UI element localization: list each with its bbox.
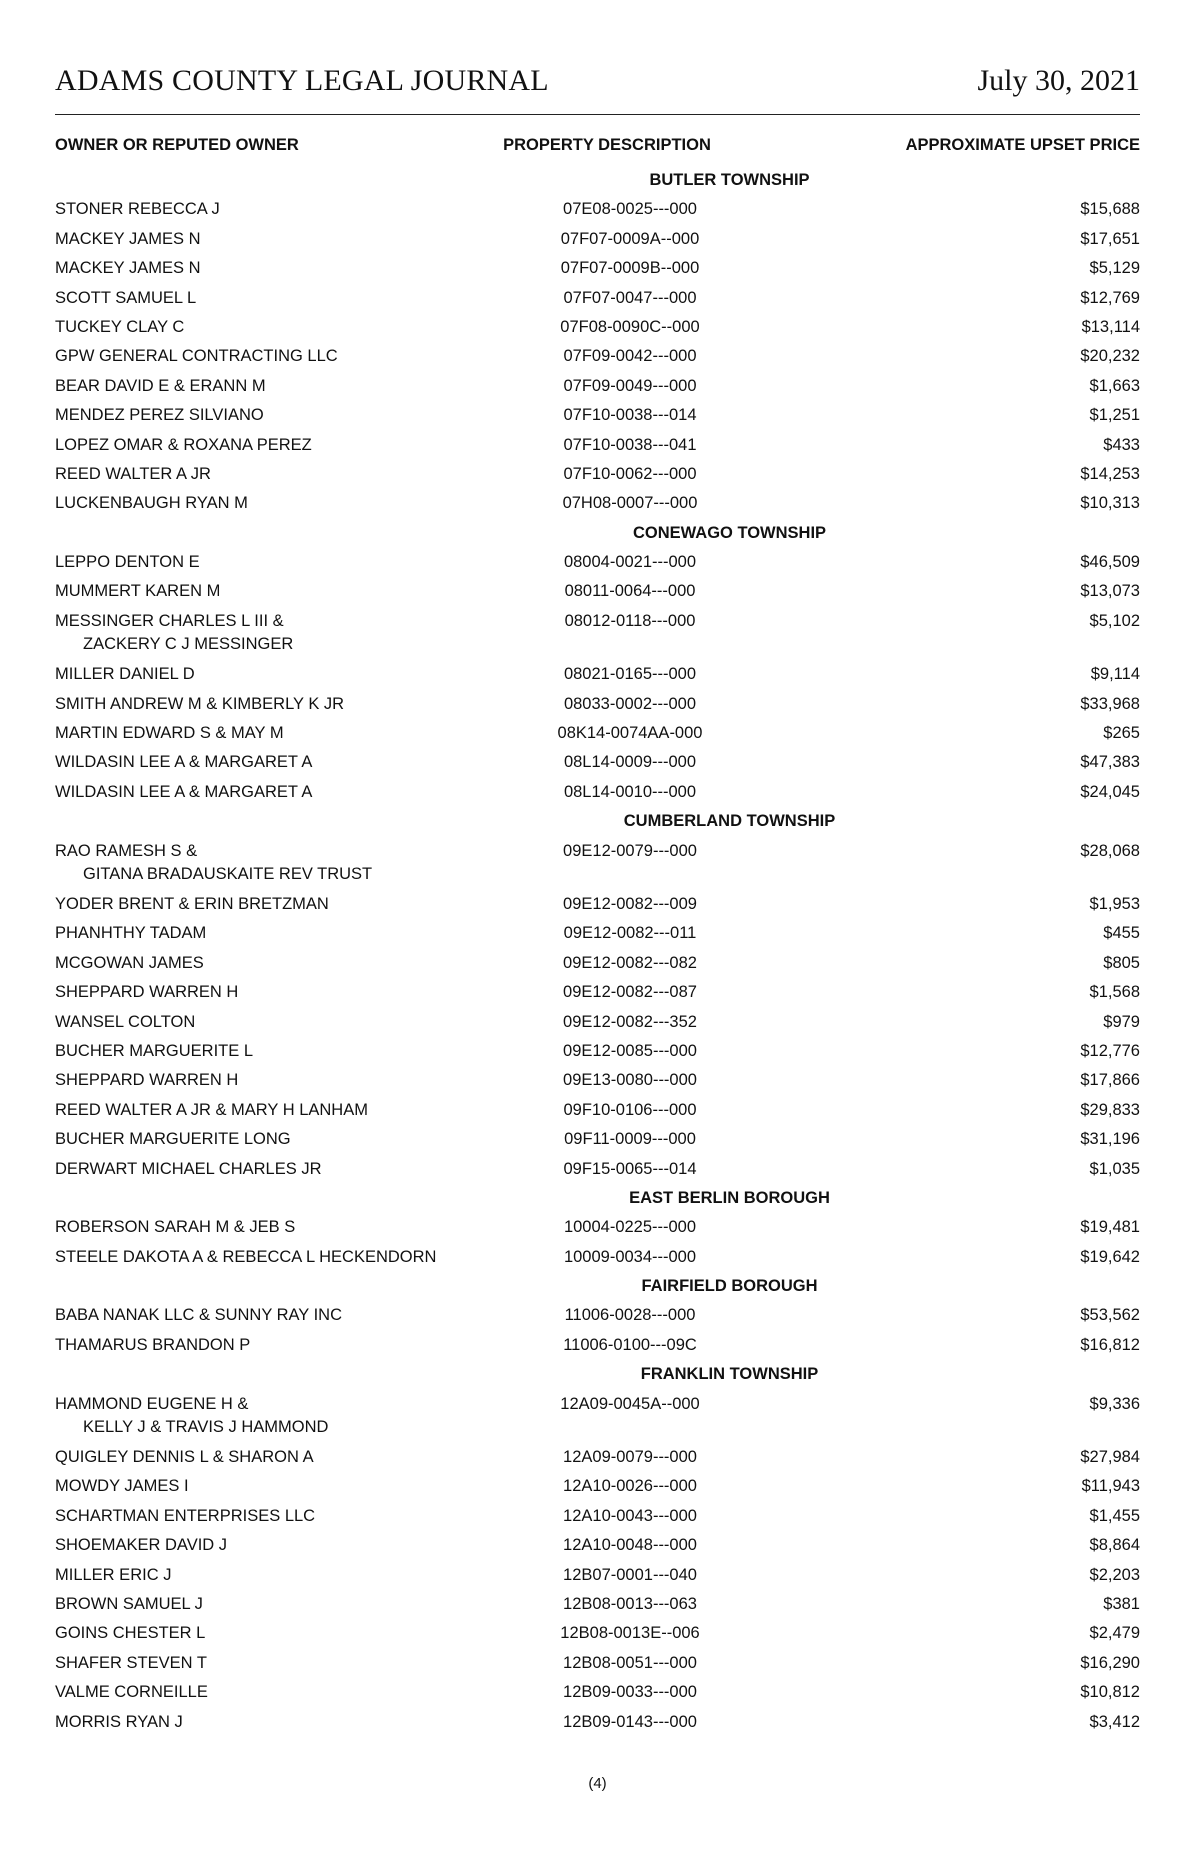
- owner-line: MACKEY JAMES N: [55, 259, 201, 278]
- owner-name: [55, 1037, 475, 1066]
- parcel-number: 09F11-0009---000: [564, 1130, 696, 1149]
- owner-name: [55, 1502, 475, 1531]
- owner-line: SCHARTMAN ENTERPRISES LLC: [55, 1506, 316, 1525]
- parcel-number: 07F09-0042---000: [563, 347, 697, 366]
- table-row: [55, 837, 1140, 890]
- table-row: [55, 1678, 1140, 1707]
- parcel-number: 09E12-0082---352: [563, 1012, 697, 1031]
- owner-line: WANSEL COLTON: [55, 1012, 196, 1031]
- table-row: [55, 372, 1140, 401]
- parcel-number: 11006-0028---000: [564, 1306, 696, 1325]
- table-row: [55, 919, 1140, 948]
- journal-page: [55, 0, 1140, 1855]
- parcel-number: 12B08-0013---063: [563, 1594, 697, 1613]
- owner-line: QUIGLEY DENNIS L & SHARON A: [55, 1448, 314, 1467]
- owner-name: [55, 1066, 475, 1095]
- table-row: [55, 778, 1140, 807]
- upset-price: $10,313: [1080, 494, 1140, 513]
- table-row: [55, 401, 1140, 430]
- section-heading: FRANKLIN TOWNSHIP: [640, 1365, 819, 1384]
- owner-line: MOWDY JAMES I: [55, 1477, 189, 1496]
- section-heading: EAST BERLIN BOROUGH: [629, 1188, 830, 1207]
- owner-line: STONER REBECCA J: [55, 200, 220, 219]
- table-row: [55, 949, 1140, 978]
- upset-price: $9,336: [1089, 1394, 1140, 1413]
- parcel-number: 11006-0100---09C: [563, 1335, 697, 1354]
- parcel-number: 12A10-0026---000: [563, 1477, 697, 1496]
- upset-price: $47,383: [1080, 753, 1140, 772]
- parcel-number: 09E12-0085---000: [563, 1041, 697, 1060]
- upset-price: $1,035: [1089, 1159, 1140, 1178]
- owner-line: SHEPPARD WARREN H: [55, 1071, 239, 1090]
- table-row: [55, 660, 1140, 689]
- table-row: [55, 548, 1140, 577]
- parcel-number: 09F10-0106---000: [563, 1100, 697, 1119]
- table-row: [55, 607, 1140, 660]
- table-row: [55, 1472, 1140, 1501]
- table-row: [55, 577, 1140, 606]
- owner-line: BROWN SAMUEL J: [55, 1594, 203, 1613]
- upset-price: $15,688: [1080, 200, 1140, 219]
- parcel-number: 07F10-0062---000: [563, 464, 697, 483]
- owner-line: MACKEY JAMES N: [55, 229, 201, 248]
- owner-continuation-line: GITANA BRADAUSKAITE REV TRUST: [83, 865, 373, 883]
- parcel-number: 12A09-0045A--000: [560, 1394, 700, 1413]
- table-row: [55, 1649, 1140, 1678]
- table-row: [55, 254, 1140, 283]
- owner-line: LOPEZ OMAR & ROXANA PEREZ: [55, 435, 312, 454]
- table-row: [55, 1708, 1140, 1737]
- upset-price: $17,866: [1080, 1071, 1140, 1090]
- upset-price: $31,196: [1080, 1130, 1140, 1149]
- upset-price: $13,114: [1081, 317, 1140, 336]
- parcel-number: 07F08-0090C--000: [560, 317, 700, 336]
- journal-title: ADAMS COUNTY LEGAL JOURNAL: [55, 64, 549, 97]
- upset-price: $5,102: [1089, 611, 1140, 630]
- owner-name: [55, 1531, 475, 1560]
- owner-line: MESSINGER CHARLES L III &: [55, 611, 284, 630]
- upset-price: $16,812: [1080, 1335, 1140, 1354]
- owner-name: [55, 1331, 475, 1360]
- owner-name: [55, 460, 475, 489]
- table-row: [55, 1096, 1140, 1125]
- owner-name: [55, 1649, 475, 1678]
- owner-line: BUCHER MARGUERITE LONG: [55, 1130, 291, 1149]
- upset-price: $9,114: [1090, 665, 1140, 684]
- parcel-number: 12B08-0013E--006: [560, 1624, 700, 1643]
- owner-name: [55, 195, 475, 224]
- section-heading: CONEWAGO TOWNSHIP: [632, 523, 827, 542]
- parcel-number: 12A10-0043---000: [563, 1506, 697, 1525]
- parcel-number: 07E08-0025---000: [563, 200, 697, 219]
- column-header-price: APPROXIMATE UPSET PRICE: [905, 136, 1140, 154]
- owner-name: [55, 1708, 475, 1737]
- upset-price: $46,509: [1080, 553, 1140, 572]
- owner-line: MORRIS RYAN J: [55, 1712, 183, 1731]
- upset-price: $455: [1103, 924, 1140, 943]
- upset-price: $3,412: [1089, 1712, 1140, 1731]
- upset-price: $11,943: [1081, 1477, 1140, 1496]
- parcel-number: 12A10-0048---000: [563, 1536, 697, 1555]
- owner-name: [55, 1096, 475, 1125]
- owner-line: MUMMERT KAREN M: [55, 582, 221, 601]
- upset-price: $17,651: [1080, 229, 1140, 248]
- table-row: [55, 1155, 1140, 1184]
- upset-price: $1,953: [1089, 894, 1140, 913]
- owner-name: [55, 1619, 475, 1648]
- upset-price: $19,481: [1080, 1218, 1140, 1237]
- owner-line: TUCKEY CLAY C: [55, 317, 185, 336]
- table-row: [55, 489, 1140, 518]
- owner-name: [55, 949, 475, 978]
- parcel-number: 08033-0002---000: [563, 694, 697, 713]
- owner-name: [55, 1243, 475, 1272]
- owner-line: REED WALTER A JR: [55, 464, 211, 483]
- upset-price: $24,045: [1080, 782, 1140, 801]
- owner-line: SHOEMAKER DAVID J: [55, 1536, 228, 1555]
- parcel-number: 07F09-0049---000: [563, 376, 697, 395]
- column-header-property: PROPERTY DESCRIPTION: [503, 136, 711, 154]
- owner-line: WILDASIN LEE A & MARGARET A: [55, 753, 313, 772]
- table-row: [55, 460, 1140, 489]
- table-row: [55, 890, 1140, 919]
- owner-name: [55, 1443, 475, 1472]
- upset-price: $12,776: [1080, 1041, 1140, 1060]
- table-row: [55, 1301, 1140, 1330]
- parcel-number: 07H08-0007---000: [562, 494, 698, 513]
- column-header-owner: OWNER OR REPUTED OWNER: [55, 136, 299, 154]
- owner-name: [55, 690, 475, 719]
- table-row: [55, 1213, 1140, 1242]
- owner-line: MILLER ERIC J: [55, 1565, 172, 1584]
- owner-line: HAMMOND EUGENE H &: [55, 1394, 249, 1413]
- table-row: [55, 195, 1140, 224]
- parcel-number: 09E12-0079---000: [563, 841, 697, 860]
- owner-line: MENDEZ PEREZ SILVIANO: [55, 406, 264, 425]
- owner-line: ROBERSON SARAH M & JEB S: [55, 1218, 296, 1237]
- table-row: [55, 719, 1140, 748]
- table-row: [55, 1443, 1140, 1472]
- table-row: [55, 431, 1140, 460]
- owner-line: GPW GENERAL CONTRACTING LLC: [55, 347, 338, 366]
- table-row: [55, 1502, 1140, 1531]
- upset-price: $2,203: [1089, 1565, 1140, 1584]
- owner-name: [55, 284, 475, 313]
- owner-name: [55, 577, 475, 606]
- upset-price: $805: [1103, 953, 1140, 972]
- owner-line: LUCKENBAUGH RYAN M: [55, 494, 248, 513]
- owner-line: BUCHER MARGUERITE L: [55, 1041, 254, 1060]
- parcel-number: 07F07-0047---000: [563, 288, 697, 307]
- owner-name: [55, 778, 475, 807]
- parcel-number: 08021-0165---000: [563, 665, 697, 684]
- parcel-number: 09E13-0080---000: [563, 1071, 697, 1090]
- upset-price: $8,864: [1089, 1536, 1140, 1555]
- owner-line: VALME CORNEILLE: [55, 1683, 208, 1702]
- owner-name: [55, 607, 475, 656]
- table-row: [55, 748, 1140, 777]
- table-row: [55, 1619, 1140, 1648]
- upset-price: $979: [1103, 1012, 1140, 1031]
- owner-line: MCGOWAN JAMES: [55, 953, 204, 972]
- parcel-number: 07F10-0038---041: [563, 435, 697, 454]
- upset-price: $53,562: [1080, 1306, 1140, 1325]
- owner-line: RAO RAMESH S &: [55, 841, 198, 860]
- parcel-number: 12B09-0143---000: [563, 1712, 697, 1731]
- parcel-number: 12B09-0033---000: [563, 1683, 697, 1702]
- parcel-number: 07F07-0009A--000: [560, 229, 700, 248]
- owner-name: [55, 372, 475, 401]
- parcel-number: 07F10-0038---014: [563, 406, 697, 425]
- table-row: [55, 1125, 1140, 1154]
- upset-price: $20,232: [1080, 347, 1140, 366]
- owner-line: WILDASIN LEE A & MARGARET A: [55, 782, 313, 801]
- owner-line: SCOTT SAMUEL L: [55, 288, 197, 307]
- owner-name: [55, 919, 475, 948]
- owner-continuation-line: ZACKERY C J MESSINGER: [83, 635, 294, 654]
- upset-price: $433: [1103, 435, 1140, 454]
- owner-name: [55, 1301, 475, 1330]
- owner-name: [55, 225, 475, 254]
- upset-price: $1,251: [1089, 406, 1140, 425]
- parcel-number: 09E12-0082---011: [563, 924, 697, 943]
- owner-name: [55, 1590, 475, 1619]
- owner-name: [55, 254, 475, 283]
- owner-line: BEAR DAVID E & ERANN M: [55, 376, 266, 395]
- upset-price: $2,479: [1089, 1624, 1140, 1643]
- owner-line: YODER BRENT & ERIN BRETZMAN: [55, 894, 329, 913]
- table-row: [55, 284, 1140, 313]
- parcel-number: 09F15-0065---014: [563, 1159, 697, 1178]
- upset-price: $19,642: [1080, 1247, 1140, 1266]
- owner-continuation-line: KELLY J & TRAVIS J HAMMOND: [83, 1418, 329, 1437]
- owner-name: [55, 1125, 475, 1154]
- table-row: [55, 342, 1140, 371]
- parcel-number: 09E12-0082---082: [563, 953, 697, 972]
- parcel-number: 12B07-0001---040: [563, 1565, 697, 1584]
- upset-price: $12,769: [1080, 288, 1140, 307]
- column-headers: [55, 136, 1140, 160]
- masthead: [55, 64, 1140, 108]
- owner-line: GOINS CHESTER L: [55, 1624, 206, 1643]
- owner-name: [55, 313, 475, 342]
- upset-price: $265: [1103, 724, 1140, 743]
- owner-line: REED WALTER A JR & MARY H LANHAM: [55, 1100, 368, 1119]
- owner-name: [55, 719, 475, 748]
- upset-price: $10,812: [1080, 1683, 1140, 1702]
- parcel-number: 10009-0034---000: [563, 1247, 697, 1266]
- owner-name: [55, 1008, 475, 1037]
- table-row: [55, 1066, 1140, 1095]
- owner-line: THAMARUS BRANDON P: [55, 1335, 251, 1354]
- owner-name: [55, 890, 475, 919]
- owner-name: [55, 431, 475, 460]
- parcel-number: 08011-0064---000: [564, 582, 696, 601]
- parcel-number: 10004-0225---000: [563, 1218, 697, 1237]
- upset-price: $29,833: [1080, 1100, 1140, 1119]
- owner-name: [55, 548, 475, 577]
- owner-line: BABA NANAK LLC & SUNNY RAY INC: [55, 1306, 343, 1325]
- owner-name: [55, 1678, 475, 1707]
- owner-line: STEELE DAKOTA A & REBECCA L HECKENDORN: [55, 1247, 437, 1266]
- upset-price: $1,663: [1089, 376, 1140, 395]
- owner-line: LEPPO DENTON E: [55, 553, 200, 572]
- owner-line: SHAFER STEVEN T: [55, 1653, 207, 1672]
- table-row: [55, 1590, 1140, 1619]
- parcel-number: 08004-0021---000: [563, 553, 697, 572]
- owner-name: [55, 489, 475, 518]
- owner-name: [55, 1561, 475, 1590]
- table-row: [55, 1531, 1140, 1560]
- upset-price: $33,968: [1080, 694, 1140, 713]
- parcel-number: 08L14-0009---000: [563, 753, 697, 772]
- owner-name: [55, 978, 475, 1007]
- table-row: [55, 978, 1140, 1007]
- table-row: [55, 1390, 1140, 1443]
- table-row: [55, 313, 1140, 342]
- section-heading: CUMBERLAND TOWNSHIP: [623, 812, 836, 831]
- owner-name: [55, 660, 475, 689]
- owner-name: [55, 1472, 475, 1501]
- parcel-number: 09E12-0082---009: [563, 894, 697, 913]
- table-row: [55, 1331, 1140, 1360]
- owner-name: [55, 748, 475, 777]
- owner-line: SHEPPARD WARREN H: [55, 983, 239, 1002]
- upset-price: $14,253: [1080, 464, 1140, 483]
- parcel-number: 08L14-0010---000: [563, 782, 697, 801]
- table-row: [55, 690, 1140, 719]
- sale-listing: [55, 166, 1140, 1737]
- parcel-number: 08012-0118---000: [564, 611, 696, 630]
- table-row: [55, 225, 1140, 254]
- table-row: [55, 1243, 1140, 1272]
- parcel-number: 12B08-0051---000: [563, 1653, 697, 1672]
- upset-price: $16,290: [1080, 1653, 1140, 1672]
- table-row: [55, 1008, 1140, 1037]
- parcel-number: 12A09-0079---000: [563, 1448, 697, 1467]
- upset-price: $27,984: [1080, 1448, 1140, 1467]
- upset-price: $381: [1103, 1594, 1140, 1613]
- table-row: [55, 1561, 1140, 1590]
- header-rule: [55, 114, 1140, 115]
- owner-line: SMITH ANDREW M & KIMBERLY K JR: [55, 694, 345, 713]
- upset-price: $28,068: [1080, 841, 1140, 860]
- owner-name: [55, 1390, 475, 1439]
- upset-price: $1,568: [1089, 983, 1140, 1002]
- owner-name: [55, 1213, 475, 1242]
- section-heading: BUTLER TOWNSHIP: [649, 171, 810, 189]
- owner-line: MILLER DANIEL D: [55, 665, 195, 684]
- owner-line: DERWART MICHAEL CHARLES JR: [55, 1159, 322, 1178]
- upset-price: $13,073: [1080, 582, 1140, 601]
- parcel-number: 07F07-0009B--000: [560, 259, 700, 278]
- owner-name: [55, 401, 475, 430]
- parcel-number: 09E12-0082---087: [563, 983, 697, 1002]
- section-heading: FAIRFIELD BOROUGH: [641, 1277, 818, 1296]
- upset-price: $1,455: [1089, 1506, 1140, 1525]
- issue-date: July 30, 2021: [977, 64, 1140, 97]
- owner-name: [55, 1155, 475, 1184]
- upset-price: $5,129: [1089, 259, 1140, 278]
- table-row: [55, 1037, 1140, 1066]
- owner-line: PHANHTHY TADAM: [55, 924, 207, 943]
- owner-name: [55, 342, 475, 371]
- page-number: (4): [588, 1775, 607, 1792]
- parcel-number: 08K14-0074AA-000: [557, 724, 703, 743]
- owner-name: [55, 837, 475, 886]
- owner-line: MARTIN EDWARD S & MAY M: [55, 724, 284, 743]
